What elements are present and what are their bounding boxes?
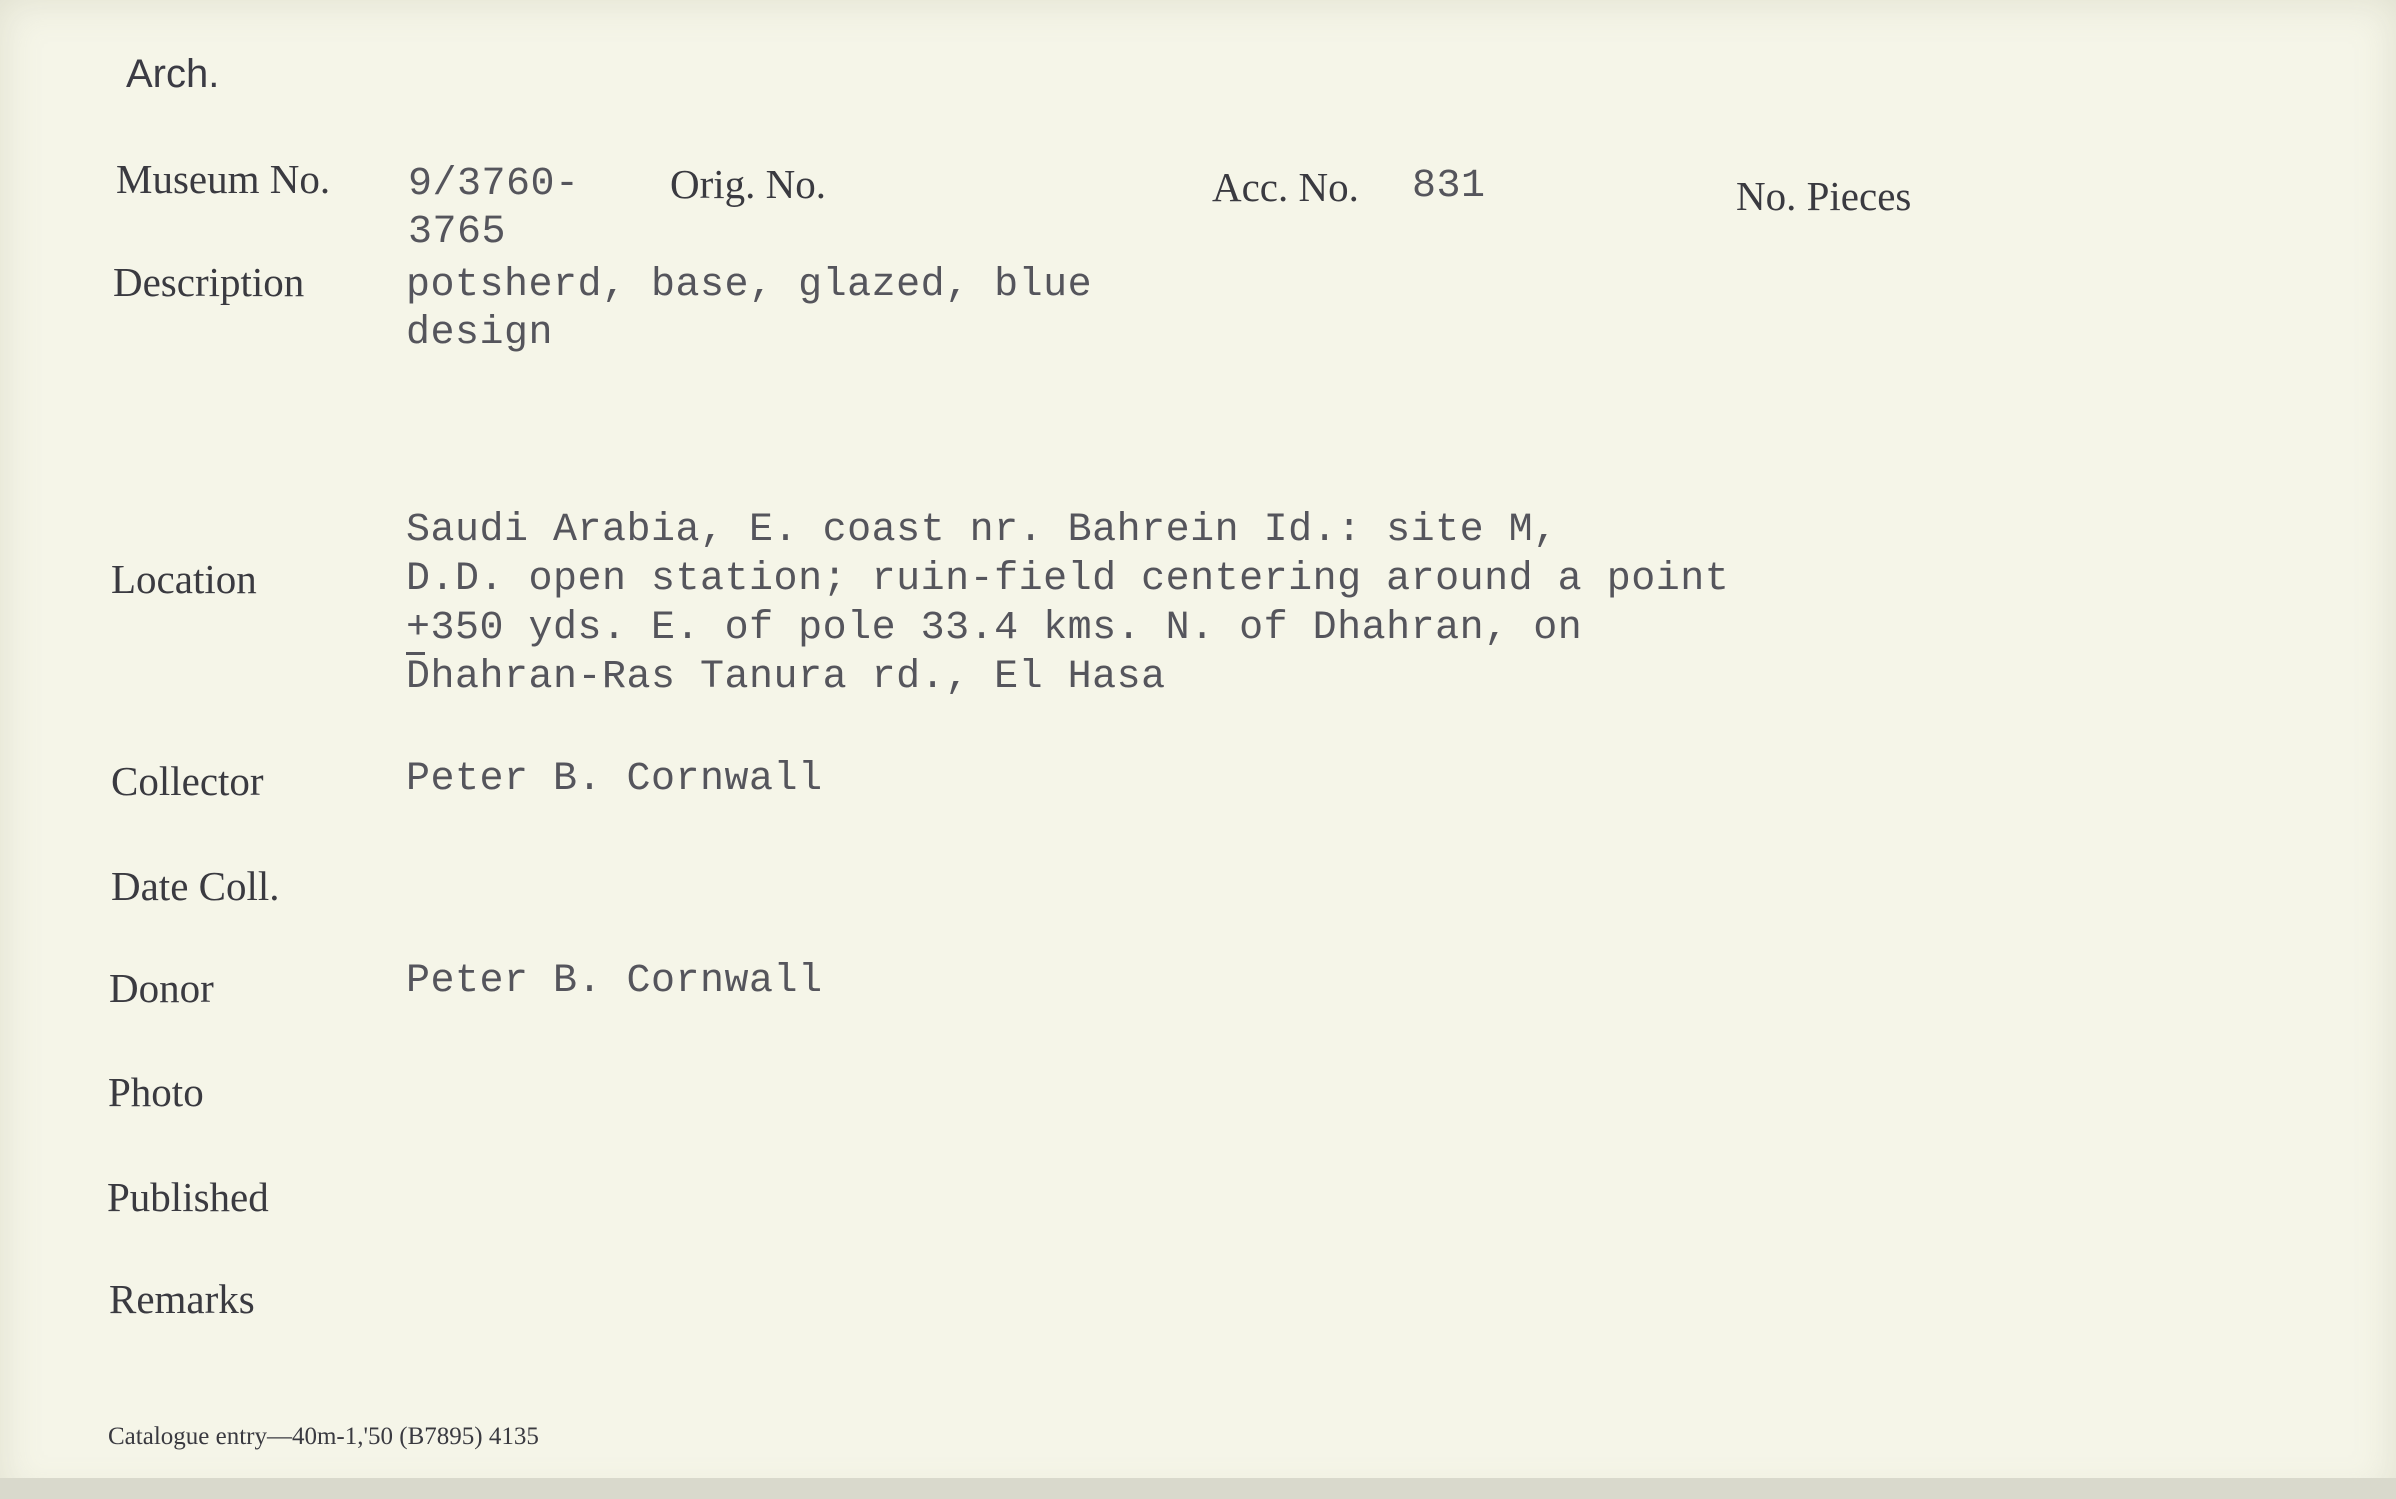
museum-no-value-line2: 3765 [408, 210, 507, 255]
location-value-line3 [406, 606, 1582, 651]
donor-label: Donor [109, 965, 214, 1011]
collector-label: Collector [111, 758, 264, 804]
acc-no-label: Acc. No. [1212, 164, 1359, 210]
published-label: Published [107, 1174, 269, 1220]
description-label: Description [113, 259, 305, 305]
no-pieces-label: No. Pieces [1736, 173, 1912, 219]
description-value-line1: potsherd, base, glazed, blue [406, 263, 1093, 308]
card-bottom-edge [0, 1478, 2396, 1499]
remarks-label: Remarks [109, 1276, 255, 1322]
collector-value: Peter B. Cornwall [406, 757, 823, 802]
orig-no-label: Orig. No. [670, 161, 827, 207]
acc-no-value: 831 [1412, 164, 1486, 209]
museum-no-label: Museum No. [116, 156, 331, 202]
photo-label: Photo [108, 1069, 204, 1115]
plus-minus-sign: + [406, 606, 431, 651]
location-distance: 350 yds. E. of pole 33.4 kms. N. of Dhahran, on [430, 606, 1583, 651]
museum-no-value-line1: 9/3760- [408, 162, 580, 207]
department-mark: Arch. [126, 52, 220, 96]
location-label: Location [111, 556, 257, 602]
date-coll-label: Date Coll. [111, 863, 280, 909]
catalogue-footer: Catalogue entry—40m-1,'50 (B7895) 4135 [108, 1423, 539, 1450]
location-value-line1: Saudi Arabia, E. coast nr. Bahrein Id.: site M, [406, 508, 1558, 553]
location-value-line2: D.D. open station; ruin-field centering around a point [406, 557, 1730, 602]
location-value-line4: Dhahran-Ras Tanura rd., El Hasa [406, 655, 1166, 700]
donor-value: Peter B. Cornwall [406, 959, 823, 1004]
description-value-line2: design [406, 311, 554, 356]
